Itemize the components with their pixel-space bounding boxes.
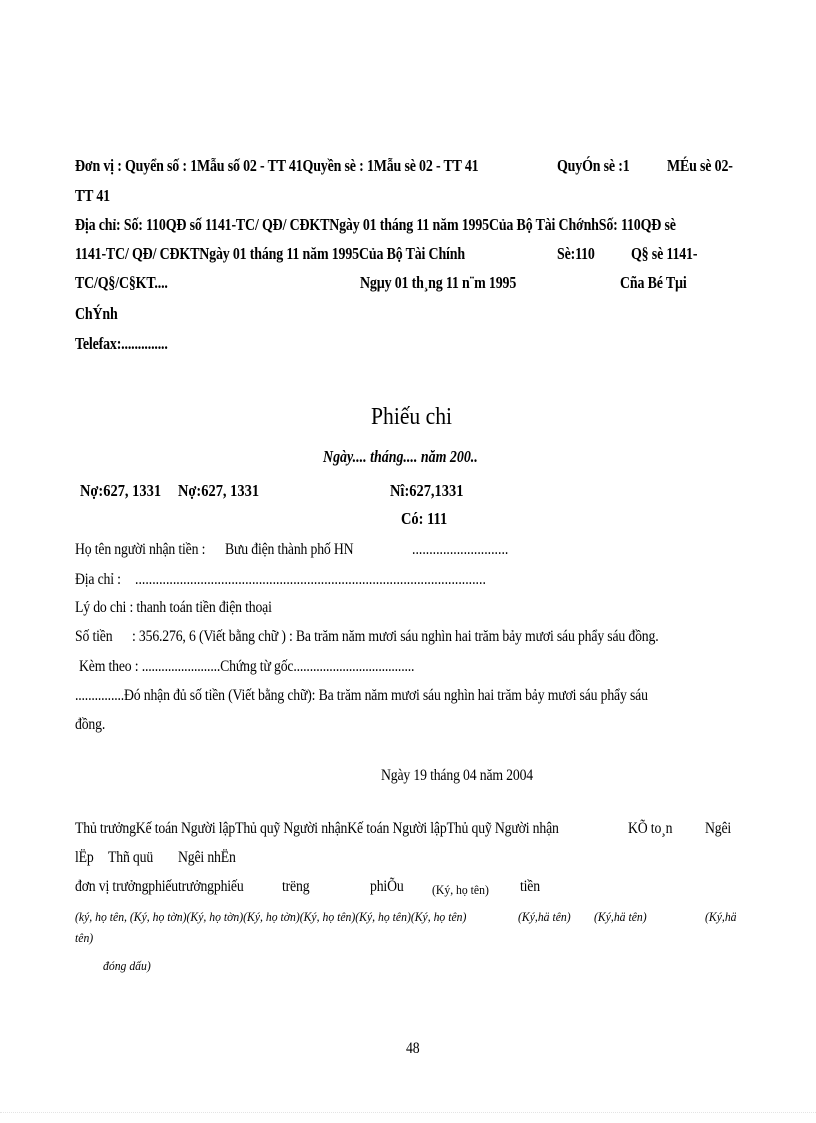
signature-row-1-right: Ngêi (705, 820, 732, 837)
telefax-line: Telefax:.............. (75, 334, 168, 353)
header-line-6: ChÝnh (75, 304, 118, 323)
date-line: Ngày.... tháng.... năm 200.. (323, 447, 478, 466)
attachments-line: Kèm theo : ........................Chứng từ gốc..................................... (79, 658, 415, 675)
signature-row-4-d: (Ký,hä (705, 909, 737, 924)
signature-row-1-middle: KÕ to¸n (628, 820, 673, 837)
header-line-5-left: TC/Q§/C§KT.... (75, 273, 168, 292)
amount-value: : 356.276, 6 (Viết bằng chữ ) : Ba trăm năm mươi sáu nghìn hai trăm bảy mươi sáu phẩy sáu đồng. (132, 628, 659, 645)
recipient-label: Họ tên người nhận tiền : (75, 541, 206, 558)
header-line-1-middle: QuyÓn sè :1 (557, 156, 630, 175)
signature-row-5: tên) (75, 930, 94, 945)
signature-row-3-d: (Ký, họ tên) (432, 882, 489, 897)
recipient-value: Bưu điện thành phố HN (225, 541, 354, 558)
header-line-2: TT 41 (75, 186, 110, 205)
received-amount-line-1: ...............Đó nhận đủ số tiền (Viết bằng chữ): Ba trăm năm mươi sáu nghìn hai trăm bảy mươi sáu phẩy sáu (75, 687, 648, 704)
received-amount-line-2: đồng. (75, 716, 106, 733)
amount-label: Số tiền (75, 628, 113, 645)
address-dots: ...................................................................................................... (135, 571, 486, 588)
header-line-5-middle: Ngµy 01 th¸ng 11 n¨m 1995 (360, 273, 517, 292)
debit-account-2: Nợ:627, 1331 (178, 481, 260, 500)
page-title: Phiếu chi (371, 404, 452, 430)
header-line-1-right: MÉu sè 02- (667, 156, 733, 175)
signature-row-6: đóng dấu) (103, 958, 151, 973)
signature-row-2-b: Thñ quü (108, 849, 154, 866)
signature-row-3-a: đơn vị trưởngphiếutrưởngphiếu (75, 878, 244, 895)
credit-account: Có: 111 (401, 509, 448, 528)
signature-row-4-b: (Ký,hä tên) (518, 909, 571, 924)
address-label: Địa chỉ : (75, 571, 121, 588)
signature-row-4-a: (ký, họ tên, (Ký, họ tờn)(Ký, họ tờn)(Ký, họ tờn)(Ký, họ tên)(Ký, họ tên)(Ký, họ tên) (75, 909, 467, 924)
signature-row-4-c: (Ký,hä tên) (594, 909, 647, 924)
page-number: 48 (406, 1040, 420, 1057)
signature-row-3-e: tiền (520, 878, 540, 895)
recipient-dots: ............................ (412, 541, 509, 558)
header-line-4-middle: Sè:110 (557, 244, 595, 263)
payment-reason: Lý do chi : thanh toán tiền điện thoại (75, 599, 272, 616)
signature-row-3-c: phiÕu (370, 878, 404, 895)
bottom-divider (0, 1112, 816, 1113)
signature-row-3-b: trëng (282, 878, 310, 895)
header-line-4-left: 1141-TC/ QĐ/ CĐKTNgày 01 tháng 11 năm 1995Của Bộ Tài Chính (75, 244, 465, 263)
signature-row-2-c: Ngêi nhËn (178, 849, 236, 866)
signing-date: Ngày 19 tháng 04 năm 2004 (381, 767, 534, 784)
signature-row-2-a: lËp (75, 849, 94, 866)
header-line-4-right: Q§ sè 1141- (631, 244, 698, 263)
header-line-5-right: Cña Bé Tµi (620, 273, 687, 292)
header-line-1-left: Đơn vị : Quyển số : 1Mẫu số 02 - TT 41Quyền sè : 1Mẫu sè 02 - TT 41 (75, 156, 479, 175)
signature-row-1-left: Thủ trưởngKế toán Người lậpThủ quỹ Người nhậnKế toán Người lậpThủ quỹ Người nhận (75, 820, 559, 837)
debit-account-1: Nợ:627, 1331 (80, 481, 162, 500)
debit-account-3: Nî:627,1331 (390, 481, 464, 500)
header-line-3: Địa chỉ: Số: 110QĐ số 1141-TC/ QĐ/ CĐKTNgày 01 tháng 11 năm 1995Của Bộ Tài ChớnhSố: 110QĐ sè (75, 215, 676, 234)
